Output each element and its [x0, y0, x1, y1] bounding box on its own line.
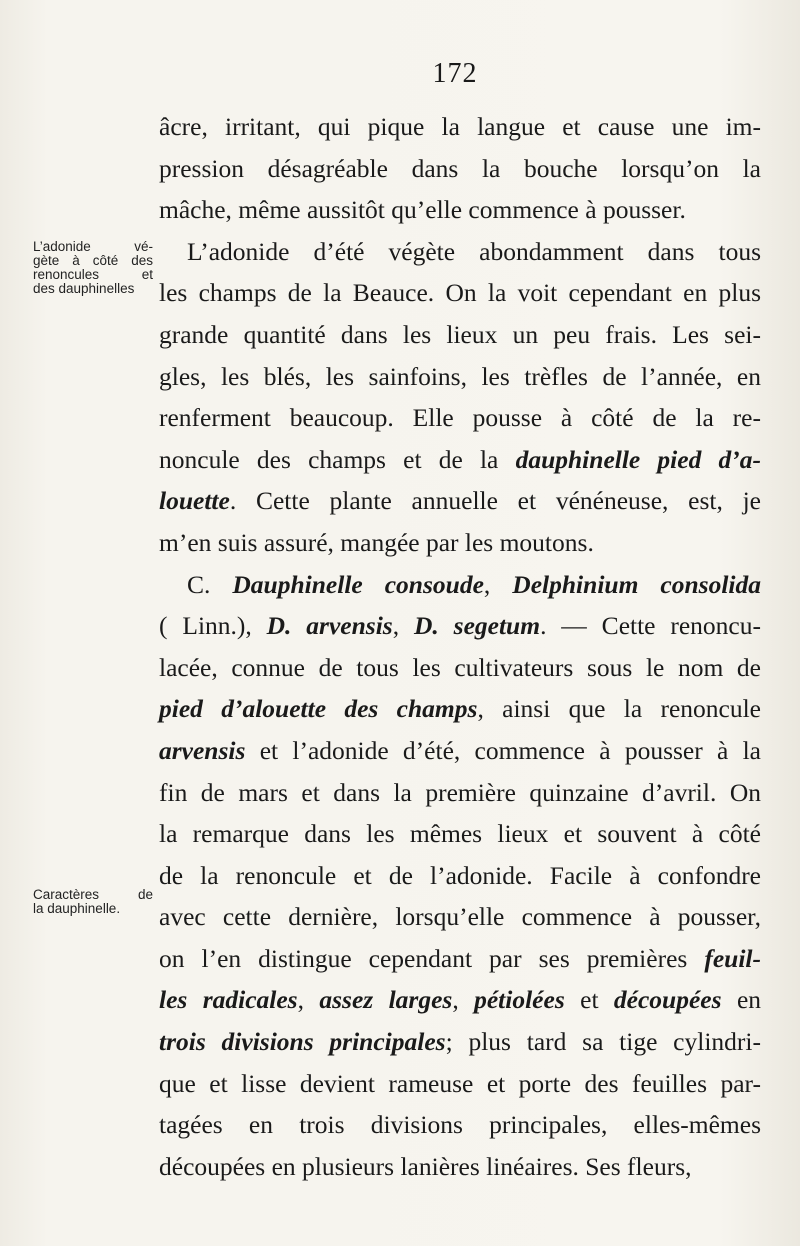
- text-run: L’adonide d’été végète abondamment dans tous: [187, 236, 761, 266]
- text-run: et: [564, 985, 614, 1015]
- text-run: ,: [297, 985, 320, 1015]
- text-run: m’en suis assuré, mangée par les moutons.: [159, 527, 594, 557]
- text-run: , ainsi que la renoncule: [477, 694, 762, 724]
- text-run: . — Cette renoncu-: [540, 611, 761, 641]
- text-line: [159, 688, 761, 730]
- text-line: [159, 106, 761, 148]
- italic-term: assez larges: [319, 985, 453, 1015]
- body-text: [159, 106, 761, 1187]
- text-run: fin de mars et dans la première quinzaine d’avril. On: [159, 777, 761, 807]
- text-run: noncule des champs et de la: [159, 444, 516, 474]
- margin-note-caracteres: [33, 888, 153, 916]
- text-run: . Cette plante annuelle et vénéneuse, est, je: [229, 486, 761, 516]
- text-run: ,: [452, 985, 475, 1015]
- text-run: de la renoncule et de l’adonide. Facile à confondre: [159, 860, 761, 890]
- text-run: en: [721, 985, 762, 1015]
- text-run: gles, les blés, les sainfoins, les trèfles de l’année, en: [159, 361, 761, 391]
- text-line: [159, 480, 761, 522]
- text-run: découpées en plusieurs lanières linéaires. Ses fleurs,: [159, 1151, 692, 1181]
- italic-term: trois divisions principales: [159, 1027, 446, 1057]
- text-line: [159, 439, 761, 481]
- text-line: [159, 564, 761, 606]
- text-line: [159, 272, 761, 314]
- text-run: ; plus tard sa tige cylindri-: [445, 1027, 761, 1057]
- italic-term: les radicales: [159, 985, 298, 1015]
- italic-term: louette: [159, 486, 230, 516]
- italic-term: feuil-: [704, 943, 761, 973]
- italic-term: Delphinium consolida: [512, 569, 762, 599]
- italic-term: Dauphinelle consoude: [232, 569, 484, 599]
- italic-term: découpées: [613, 985, 722, 1015]
- margin-note-line: la dauphinelle.: [33, 901, 121, 916]
- text-run: pression désagréable dans la bouche lorsqu’on la: [159, 153, 761, 183]
- text-line: [159, 647, 761, 689]
- text-run: que et lisse devient rameuse et porte des feuilles par-: [159, 1068, 761, 1098]
- text-line: [159, 896, 761, 938]
- margin-note-line: gète à côté des: [33, 253, 153, 268]
- text-line: [159, 1104, 761, 1146]
- text-run: ( Linn.),: [159, 611, 267, 641]
- text-line: [159, 730, 761, 772]
- text-line: [159, 1146, 761, 1188]
- margin-note-line: Caractères de: [33, 887, 153, 902]
- text-line: [159, 189, 761, 231]
- italic-term: arvensis: [159, 735, 246, 765]
- text-line: [159, 356, 761, 398]
- text-run: et l’adonide d’été, commence à pousser à la: [245, 735, 761, 765]
- text-line: [159, 231, 761, 273]
- text-line: [159, 813, 761, 855]
- text-line: [159, 772, 761, 814]
- text-line: [159, 397, 761, 439]
- italic-term: pied d’alouette des champs: [159, 694, 478, 724]
- text-run: les champs de la Beauce. On la voit cependant en plus: [159, 278, 761, 308]
- text-run: C.: [187, 569, 233, 599]
- text-run: tagées en trois divisions principales, elles-mêmes: [159, 1110, 761, 1140]
- margin-note-line: renoncules et: [33, 267, 153, 282]
- text-line: [159, 148, 761, 190]
- text-line: [159, 1021, 761, 1063]
- text-run: avec cette dernière, lorsqu’elle commence à pousser,: [159, 902, 761, 932]
- text-line: [159, 314, 761, 356]
- text-run: la remarque dans les mêmes lieux et souvent à côté: [159, 819, 761, 849]
- italic-term: dauphinelle pied d’a-: [515, 444, 761, 474]
- text-run: âcre, irritant, qui pique la langue et cause une im-: [159, 112, 761, 141]
- text-line: [159, 1063, 761, 1105]
- text-line: [159, 855, 761, 897]
- margin-note-adonide: [33, 240, 153, 296]
- page-number: 172: [432, 58, 478, 89]
- text-run: grande quantité dans les lieux un peu frais. Les sei-: [159, 319, 761, 349]
- margin-note-line: L’adonide vé-: [33, 239, 153, 254]
- text-line: [159, 979, 761, 1021]
- text-run: renferment beaucoup. Elle pousse à côté de la re-: [159, 403, 761, 433]
- text-run: ,: [392, 611, 414, 641]
- text-line: [159, 605, 761, 647]
- text-line: [159, 522, 761, 564]
- text-line: [159, 938, 761, 980]
- text-run: lacée, connue de tous les cultivateurs sous le nom de: [159, 652, 761, 682]
- text-run: on l’en distingue cependant par ses premières: [159, 943, 705, 973]
- italic-term: pétiolées: [474, 985, 565, 1015]
- italic-term: D. segetum: [413, 611, 541, 641]
- margin-note-line: des dauphinelles: [33, 281, 135, 296]
- text-run: ,: [483, 569, 513, 599]
- italic-term: D. arvensis: [266, 611, 393, 641]
- text-run: mâche, même aussitôt qu’elle commence à pousser.: [159, 195, 686, 225]
